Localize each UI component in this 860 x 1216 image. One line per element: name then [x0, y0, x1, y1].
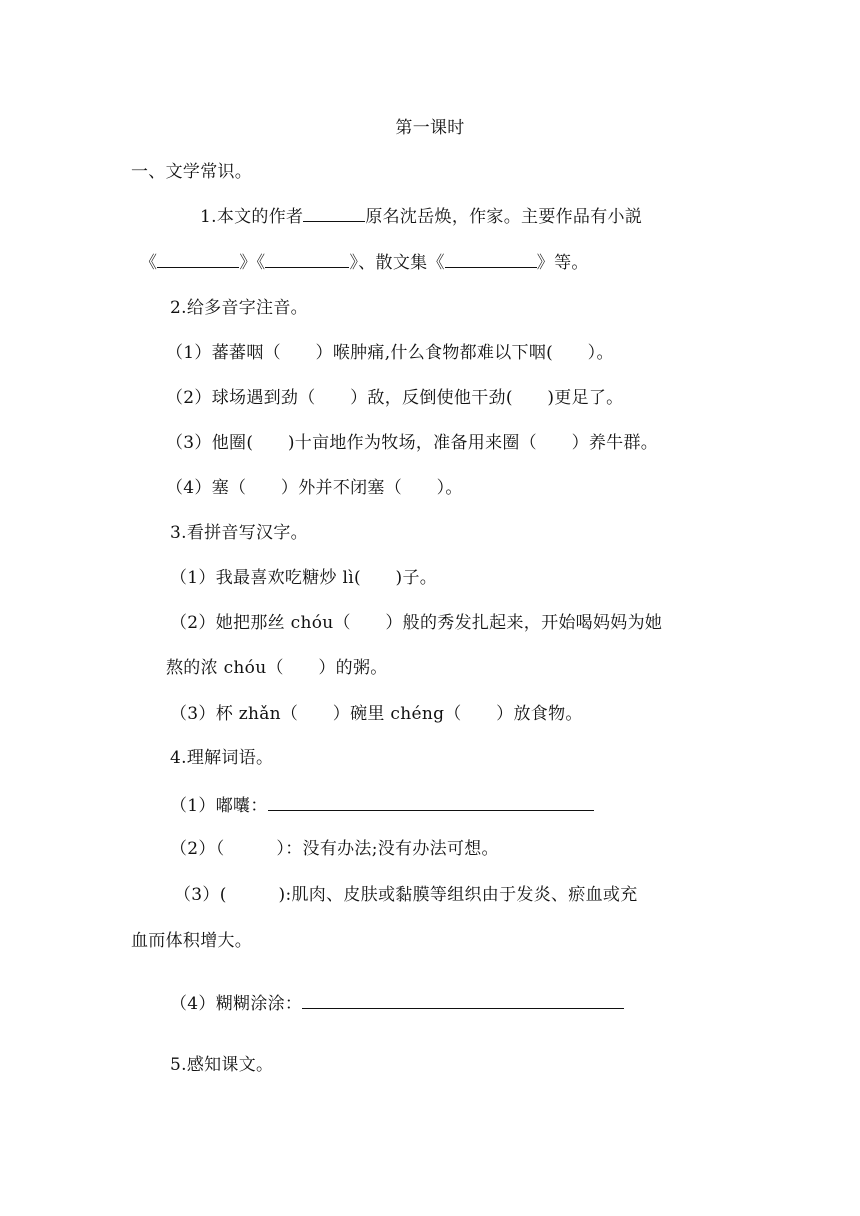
- q1-bracket-open-2: 《: [256, 253, 266, 273]
- q3-item-2: （2）她把那丝 chóu（ ）般的秀发扎起来，开始喝妈妈为她: [170, 613, 663, 633]
- q1-line2: [140, 251, 589, 275]
- q1-author-blank[interactable]: [303, 205, 365, 222]
- q4-heading: 4.理解词语。: [170, 748, 274, 768]
- q1-line1: [200, 205, 642, 229]
- q1-bracket-close-2: 》: [349, 253, 359, 273]
- q4-item-4: [170, 990, 624, 1016]
- q4-item-2: （2）（ ）：没有办法;没有办法可想。: [170, 839, 499, 859]
- q1-bracket-close-1: 》: [239, 253, 257, 273]
- q1-text-b: 原名沈岳焕，作家。主要作品有小説: [365, 207, 643, 227]
- q2-item-3: （3）他圈( )十亩地作为牧场，准备用来圈（ ）养牛群。: [166, 433, 659, 453]
- q4-item-3-line1: （3）( ):肌肉、皮肤或黏膜等组织由于发炎、瘀血或充: [174, 885, 638, 905]
- q4-item-4-answer-line[interactable]: [302, 990, 624, 1009]
- q1-text-a: 1.本文的作者: [200, 207, 304, 227]
- q4-item-1-label: （1）嘟囔：: [170, 796, 268, 816]
- q3-item-1: （1）我最喜欢吃糖炒 lì( )子。: [170, 568, 438, 588]
- q2-item-4: （4）塞（ ）外并不闭塞（ ）。: [166, 478, 463, 498]
- q1-ending: 等。: [554, 253, 589, 273]
- section-heading: 一、文学常识。: [131, 162, 253, 182]
- q3-item-3: （3）杯 zhǎn（ ）碗里 chéng（ ）放食物。: [170, 704, 583, 724]
- q4-item-1: [170, 792, 594, 818]
- q1-novel-blank-1[interactable]: [157, 251, 239, 268]
- q1-bracket-close-3: 》: [536, 253, 555, 273]
- q1-novel-blank-2[interactable]: [265, 251, 349, 268]
- q4-item-4-label: （4）糊糊涂涂：: [170, 994, 303, 1014]
- page-title: 第一课时: [395, 118, 465, 138]
- q1-bracket-open-3: 《: [427, 253, 445, 273]
- q3-heading: 3.看拼音写汉字。: [170, 523, 308, 543]
- q1-prose-label: 、散文集: [358, 253, 428, 273]
- q1-bracket-open-1: 《: [140, 253, 158, 273]
- q3-item-2-cont: 熬的浓 chóu（ ）的粥。: [166, 658, 388, 678]
- q4-item-3-line2: 血而体积增大。: [131, 931, 253, 951]
- q1-prose-blank[interactable]: [445, 251, 537, 268]
- q5-heading: 5.感知课文。: [170, 1055, 274, 1075]
- q2-heading: 2.给多音字注音。: [170, 298, 308, 318]
- q2-item-1: （1）蕃蕃咽（ ）喉肿痛,什么食物都难以下咽( ）。: [166, 343, 614, 363]
- q2-item-2: （2）球场遇到劲（ ）敌，反倒使他干劲( )更足了。: [166, 388, 624, 408]
- q4-item-1-answer-line[interactable]: [268, 792, 594, 811]
